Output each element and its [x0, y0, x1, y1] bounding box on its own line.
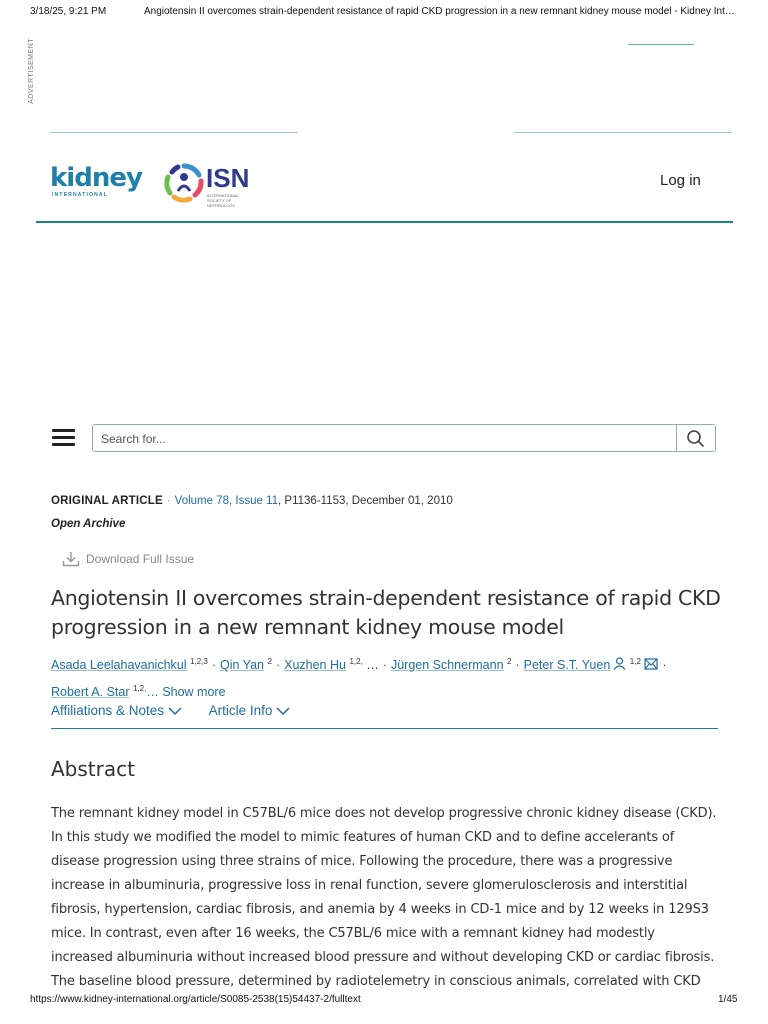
article-pages-date: , P1136-1153, December 01, 2010: [278, 495, 453, 507]
print-url: https://www.kidney-international.org/article/S0085-2538(15)54437-2/fulltext: [30, 994, 361, 1005]
author-link[interactable]: Xuzhen Hu: [284, 658, 346, 673]
search-input[interactable]: [99, 428, 677, 450]
chevron-down-icon: [275, 706, 291, 716]
author-link[interactable]: Jürgen Schnermann: [390, 658, 504, 673]
email-icon[interactable]: [644, 658, 658, 670]
ad-divider-left: [50, 132, 298, 133]
isn-logo-sub: INTERNATIONAL SOCIETY OF NEPHROLOGY: [207, 193, 239, 208]
advertisement-label: ADVERTISEMENT: [28, 38, 35, 104]
ad-divider-right: [514, 132, 732, 133]
download-full-issue-label: Download Full Issue: [86, 552, 195, 566]
print-page-number: 1/45: [718, 994, 738, 1005]
search-button[interactable]: [676, 425, 715, 451]
author-affiliation: 1,2,: [349, 657, 363, 666]
author-affiliation: 1,2,: [133, 684, 147, 694]
kidney-international-logo-sub: INTERNATIONAL: [52, 192, 109, 198]
search-bar: [92, 424, 716, 452]
author-affiliation: 1,2,3: [190, 657, 208, 666]
author-affiliation: 1,2: [629, 657, 641, 666]
author-link[interactable]: Qin Yan: [219, 658, 264, 673]
abstract-text: The remnant kidney model in C57BL/6 mice does not develop progressive chronic kidney disease (CKD). In this study we modified the model to mimic features of human CKD and to define accelerants of disease progression using three strains of mice. Following the procedure, there was a progressive increase in albuminuria, progressive loss in renal function, severe glomerulosclerosis and interstitial fibrosis, hypertension, cardiac fibrosis, and anemia by 4 weeks in CD-1 mice and by 12 weeks in 129S3 mice. In contrast, even after 16 weeks, the C57BL/6 mice with a remnant kidney had modestly increased albuminuria without increased blood pressure and without developing CKD or cardiac fibrosis. The baseline blood pressure, determined by radiotelemetry in conscious animals, correlated with CKD: [51, 806, 717, 989]
author-list: Asada Leelahavanichkul $^{1,2,3}$ · Qin Yan $^2$ · Xuzhen Hu $^{1,2,}$ … · Jürgen Schnermann $^2$ · Peter S.T. Yuen $^{1,2}$ · Robert A. Star $^{1,2,}$… Show more: [51, 657, 667, 700]
ad-accent-line: [628, 44, 694, 45]
article-tabs: [51, 703, 291, 718]
volume-issue-link[interactable]: Volume 78, Issue 11: [174, 495, 279, 507]
show-more-authors-link[interactable]: … Show more: [146, 685, 226, 700]
author-ellipsis: …: [366, 658, 379, 673]
download-icon: [62, 551, 80, 567]
isn-logo-text: ISN: [206, 163, 250, 193]
tab-article-info[interactable]: [209, 703, 292, 718]
author-link[interactable]: Robert A. Star: [51, 685, 130, 700]
tab-label: Article Info: [208, 703, 273, 718]
article-title: Angiotensin II overcomes strain-dependent resistance of rapid CKD progression in a new remnant kidney mouse model: [51, 586, 721, 639]
corresponding-author-icon: [613, 657, 626, 670]
article-type: ORIGINAL ARTICLE: [51, 495, 163, 507]
menu-icon[interactable]: [52, 429, 75, 447]
search-icon: [677, 425, 715, 451]
isn-emblem-icon: [164, 163, 204, 203]
author-affiliation: 2: [507, 657, 512, 666]
abstract-heading: Abstract: [51, 757, 135, 781]
kidney-international-logo[interactable]: kidney: [50, 163, 142, 193]
header-divider: [36, 221, 733, 223]
chevron-down-icon: [167, 706, 183, 716]
article-meta: ORIGINAL ARTICLE · Volume 78, Issue 11, P1136-1153, December 01, 2010: [51, 495, 453, 507]
download-full-issue-button[interactable]: [62, 551, 194, 567]
tab-label: Affiliations & Notes: [51, 703, 165, 718]
author-link[interactable]: Asada Leelahavanichkul: [51, 658, 187, 673]
isn-logo[interactable]: [164, 163, 256, 208]
print-datetime: 3/18/25, 9:21 PM: [30, 6, 107, 17]
tabs-divider: [51, 728, 718, 729]
login-link[interactable]: Log in: [660, 172, 701, 189]
print-title: Angiotensin II overcomes strain-dependent resistance of rapid CKD progression in a new remnant kidney mouse model - Kidney Int…: [144, 6, 735, 17]
tab-affiliations-notes[interactable]: [51, 703, 183, 718]
author-link[interactable]: Peter S.T. Yuen: [523, 658, 611, 673]
open-archive-label: Open Archive: [51, 518, 126, 530]
author-affiliation: 2: [267, 657, 272, 666]
